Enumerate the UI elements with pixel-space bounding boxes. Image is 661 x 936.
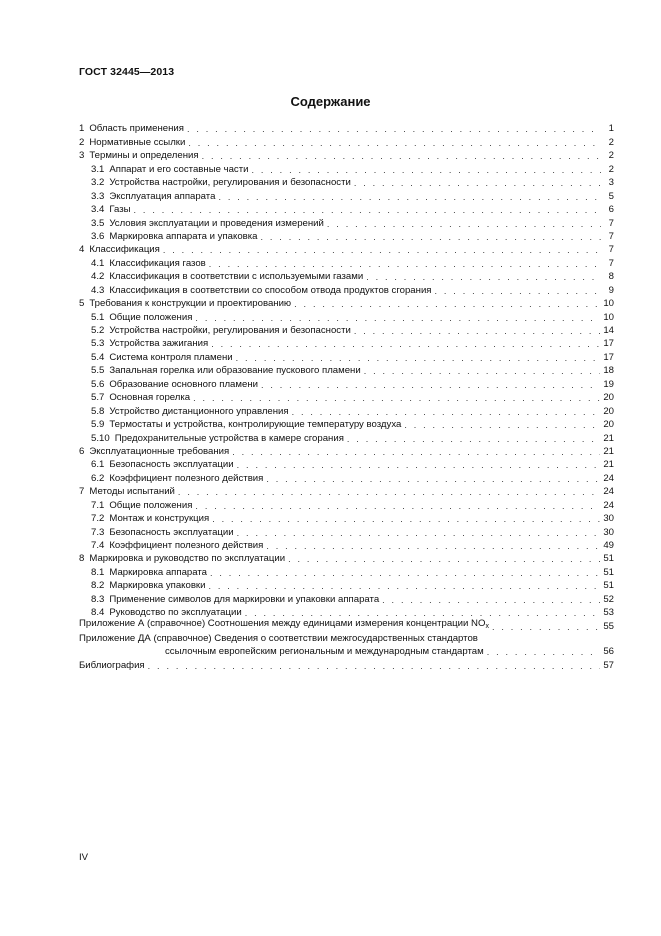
toc-leader <box>202 150 601 162</box>
toc-label: Условия эксплуатации и проведения измерений <box>109 217 324 229</box>
toc-label: Нормативные ссылки <box>89 136 186 148</box>
toc-label: Система контроля пламени <box>109 351 233 363</box>
toc-page: 49 <box>603 540 614 551</box>
toc-leader <box>404 419 600 431</box>
toc-label: Предохранительные устройства в камере сгорания <box>114 432 344 444</box>
toc-page: 56 <box>603 646 614 658</box>
toc-label: Запальная горелка или образование пускового пламени <box>109 365 361 377</box>
toc-number: 4.3 <box>91 284 105 296</box>
toc-label: Классификация в соответствии с используемыми газами <box>109 271 364 283</box>
toc-page: 30 <box>603 513 614 525</box>
toc-label: Устройство дистанционного управления <box>109 405 289 417</box>
toc-label: Маркировка упаковки <box>109 580 206 592</box>
toc-leader <box>193 392 600 404</box>
toc-leader <box>178 486 600 498</box>
toc-label: Безопасность эксплуатации <box>109 526 234 538</box>
toc-leader <box>347 433 600 445</box>
toc-label: Маркировка и руководство по эксплуатации <box>89 553 286 565</box>
toc-label: Термостаты и устройства, контролирующие температуру воздуха <box>109 419 402 431</box>
toc-row[interactable] <box>79 552 614 565</box>
toc-row[interactable] <box>79 525 614 538</box>
toc-page: 55 <box>603 620 614 632</box>
toc-number: 3.5 <box>91 217 105 229</box>
toc-leader <box>435 285 602 297</box>
toc-leader <box>261 379 600 391</box>
toc-leader <box>288 553 600 565</box>
toc-page: 52 <box>603 593 614 605</box>
toc-label: Область применения <box>89 123 184 135</box>
toc-number: 5.6 <box>91 378 105 390</box>
toc-label: Методы испытаний <box>89 486 175 498</box>
toc-row-appendix-a[interactable] <box>79 619 614 632</box>
toc-leader <box>148 660 601 672</box>
toc-number: 5.1 <box>91 311 105 323</box>
toc-row[interactable] <box>79 418 614 431</box>
toc-leader <box>187 123 601 135</box>
toc-number: 1 <box>79 123 85 135</box>
toc-page: 7 <box>608 244 614 256</box>
toc-leader <box>218 191 601 203</box>
toc-row[interactable] <box>79 485 614 498</box>
toc-number: 3.1 <box>91 163 105 175</box>
toc-leader <box>364 365 601 377</box>
toc-label: Библиография <box>79 659 145 671</box>
toc-row[interactable] <box>79 189 614 202</box>
toc-label: Руководство по эксплуатации <box>109 607 242 619</box>
toc-label: Коэффициент полезного действия <box>109 540 264 551</box>
toc-leader <box>195 500 600 512</box>
toc-label: Общие положения <box>109 499 193 511</box>
toc-label: ссылочным европейским региональным и международным стандартам <box>165 646 484 658</box>
toc-leader <box>163 244 601 256</box>
toc-row[interactable] <box>79 310 614 323</box>
toc-number: 8 <box>79 553 85 565</box>
toc-label: Классификация в соответствии со способом отвода продуктов сгорания <box>109 284 432 296</box>
toc-label: Эксплуатационные требования <box>89 445 230 457</box>
toc-number: 3.2 <box>91 177 105 189</box>
toc-leader <box>292 406 601 418</box>
toc-page: 51 <box>603 566 614 578</box>
toc-leader <box>382 594 600 606</box>
toc-row[interactable] <box>79 498 614 511</box>
toc-leader <box>211 338 600 350</box>
toc-label: Классификация <box>89 244 160 256</box>
toc-leader <box>366 271 601 283</box>
toc-number: 3 <box>79 150 85 162</box>
toc-row[interactable] <box>79 391 614 404</box>
toc-page: 17 <box>603 338 614 350</box>
toc-leader <box>261 231 602 243</box>
toc-page: 7 <box>608 230 614 242</box>
toc-number: 4.2 <box>91 271 105 283</box>
toc-label: Устройства настройки, регулирования и безопасности <box>109 325 351 336</box>
toc-label: Эксплуатация аппарата <box>109 190 216 202</box>
toc-number: 7.4 <box>91 540 105 551</box>
toc-number: 8.4 <box>91 607 105 619</box>
table-of-contents <box>79 122 614 672</box>
toc-number: 5.3 <box>91 338 105 350</box>
toc-label: Приложение ДА (справочное) Сведения о соответствии межгосударственных стандартов <box>79 632 478 644</box>
toc-row[interactable] <box>79 592 614 605</box>
toc-row[interactable] <box>79 203 614 216</box>
toc-leader <box>266 473 600 485</box>
toc-page: 21 <box>603 432 614 444</box>
toc-page: 20 <box>603 419 614 431</box>
toc-row[interactable] <box>79 176 614 189</box>
toc-leader <box>195 312 600 324</box>
toc-page: 51 <box>603 553 614 565</box>
toc-number: 7.3 <box>91 526 105 538</box>
toc-leader <box>251 164 601 176</box>
toc-page: 5 <box>608 190 614 202</box>
toc-page: 6 <box>608 204 614 216</box>
toc-number: 8.2 <box>91 580 105 592</box>
toc-number: 6.1 <box>91 459 105 471</box>
toc-number: 5.5 <box>91 365 105 377</box>
toc-number: 5.4 <box>91 351 105 363</box>
toc-row[interactable] <box>79 579 614 592</box>
toc-row[interactable] <box>79 431 614 444</box>
toc-leader <box>210 567 600 579</box>
toc-page: 51 <box>603 580 614 592</box>
toc-page: 20 <box>603 405 614 417</box>
toc-label: Требования к конструкции и проектированию <box>89 298 292 310</box>
toc-page: 53 <box>603 607 614 619</box>
toc-label: Устройства зажигания <box>109 338 209 350</box>
toc-label: Монтаж и конструкция <box>109 513 210 525</box>
toc-page: 8 <box>608 271 614 283</box>
toc-label: Маркировка аппарата <box>109 566 207 578</box>
toc-page: 20 <box>603 392 614 404</box>
toc-number: 3.6 <box>91 230 105 242</box>
toc-row[interactable] <box>79 458 614 471</box>
toc-number: 5.10 <box>91 432 110 444</box>
toc-leader <box>487 646 601 658</box>
toc-number: 5.8 <box>91 405 105 417</box>
toc-leader <box>188 137 601 149</box>
toc-page: 19 <box>603 378 614 390</box>
toc-page: 24 <box>603 499 614 511</box>
toc-label: Приложение А (справочное) Соотношения между единицами измерения концентрации NO <box>79 617 486 629</box>
toc-row[interactable] <box>79 122 614 135</box>
toc-row-appendix-da-line1[interactable] <box>79 633 614 645</box>
toc-row[interactable] <box>79 539 614 552</box>
toc-page: 18 <box>603 365 614 377</box>
toc-leader <box>245 607 601 619</box>
toc-number: 4.1 <box>91 257 105 269</box>
toc-label: Термины и определения <box>89 150 199 162</box>
toc-row[interactable] <box>79 377 614 390</box>
toc-row[interactable] <box>79 350 614 363</box>
toc-label: Образование основного пламени <box>109 378 258 390</box>
toc-page: 2 <box>608 163 614 175</box>
toc-number: 7.2 <box>91 513 105 525</box>
toc-label: Безопасность эксплуатации <box>109 459 234 471</box>
toc-number: 5.7 <box>91 392 105 404</box>
toc-page: 2 <box>608 150 614 162</box>
toc-label: Маркировка аппарата и упаковка <box>109 230 258 242</box>
toc-row[interactable] <box>79 337 614 350</box>
toc-label: Основная горелка <box>109 392 191 404</box>
toc-row[interactable] <box>79 270 614 283</box>
toc-number: 3.4 <box>91 204 105 216</box>
toc-number: 8.1 <box>91 566 105 578</box>
toc-row[interactable] <box>79 216 614 229</box>
toc-row[interactable] <box>79 445 614 458</box>
toc-leader <box>266 540 600 552</box>
toc-page: 10 <box>603 311 614 323</box>
toc-row[interactable] <box>79 230 614 243</box>
toc-page: 1 <box>608 123 614 135</box>
toc-row[interactable] <box>79 324 614 337</box>
toc-label: Классификация газов <box>109 257 206 269</box>
document-code: ГОСТ 32445—2013 <box>79 66 175 78</box>
toc-number: 6 <box>79 445 85 457</box>
toc-leader <box>354 177 601 189</box>
toc-row[interactable] <box>79 283 614 296</box>
toc-leader <box>354 325 600 337</box>
toc-label: Коэффициент полезного действия <box>109 472 264 484</box>
toc-number: 8.3 <box>91 593 105 605</box>
toc-leader <box>134 204 601 216</box>
toc-page: 30 <box>603 526 614 538</box>
toc-leader <box>212 513 600 525</box>
toc-row-appendix-da-line2[interactable] <box>79 645 614 658</box>
toc-page: 9 <box>608 284 614 296</box>
toc-page: 3 <box>608 177 614 189</box>
toc-page: 7 <box>608 217 614 229</box>
toc-leader <box>237 527 601 539</box>
toc-number: 4 <box>79 244 85 256</box>
toc-page: 57 <box>603 659 614 671</box>
toc-row[interactable] <box>79 256 614 269</box>
toc-label: Газы <box>109 204 131 216</box>
toc-row[interactable] <box>79 297 614 310</box>
toc-page: 10 <box>603 298 614 310</box>
toc-label: Применение символов для маркировки и упаковки аппарата <box>109 593 380 605</box>
toc-row[interactable] <box>79 471 614 484</box>
page-number: IV <box>79 852 89 863</box>
toc-number: 3.3 <box>91 190 105 202</box>
toc-leader <box>492 621 600 633</box>
toc-row[interactable] <box>79 135 614 148</box>
toc-number: 2 <box>79 136 85 148</box>
toc-row[interactable] <box>79 404 614 417</box>
toc-leader <box>294 298 600 310</box>
toc-row-bibliography[interactable] <box>79 658 614 671</box>
toc-number: 7 <box>79 486 85 498</box>
toc-page: 17 <box>603 351 614 363</box>
toc-row[interactable] <box>79 565 614 578</box>
page-title: Содержание <box>290 94 371 109</box>
toc-label: Общие положения <box>109 311 193 323</box>
toc-page: 21 <box>603 459 614 471</box>
toc-row[interactable] <box>79 364 614 377</box>
toc-number: 5.9 <box>91 419 105 431</box>
toc-row[interactable] <box>79 512 614 525</box>
toc-page: 7 <box>608 257 614 269</box>
toc-subscript: x <box>485 622 489 630</box>
toc-row[interactable] <box>79 149 614 162</box>
toc-leader <box>236 352 601 364</box>
toc-leader <box>237 459 601 471</box>
toc-leader <box>327 218 601 230</box>
toc-number: 6.2 <box>91 472 105 484</box>
toc-number: 5.2 <box>91 325 105 336</box>
toc-page: 14 <box>603 325 614 336</box>
toc-page: 2 <box>608 136 614 148</box>
toc-leader <box>209 258 601 270</box>
toc-page: 21 <box>603 445 614 457</box>
toc-number: 7.1 <box>91 499 105 511</box>
toc-page: 24 <box>603 472 614 484</box>
toc-page: 24 <box>603 486 614 498</box>
toc-leader <box>208 580 600 592</box>
toc-row[interactable] <box>79 162 614 175</box>
toc-leader <box>232 446 600 458</box>
toc-label: Аппарат и его составные части <box>109 163 249 175</box>
toc-row[interactable] <box>79 243 614 256</box>
toc-number: 5 <box>79 298 85 310</box>
toc-label: Устройства настройки, регулирования и безопасности <box>109 177 351 189</box>
